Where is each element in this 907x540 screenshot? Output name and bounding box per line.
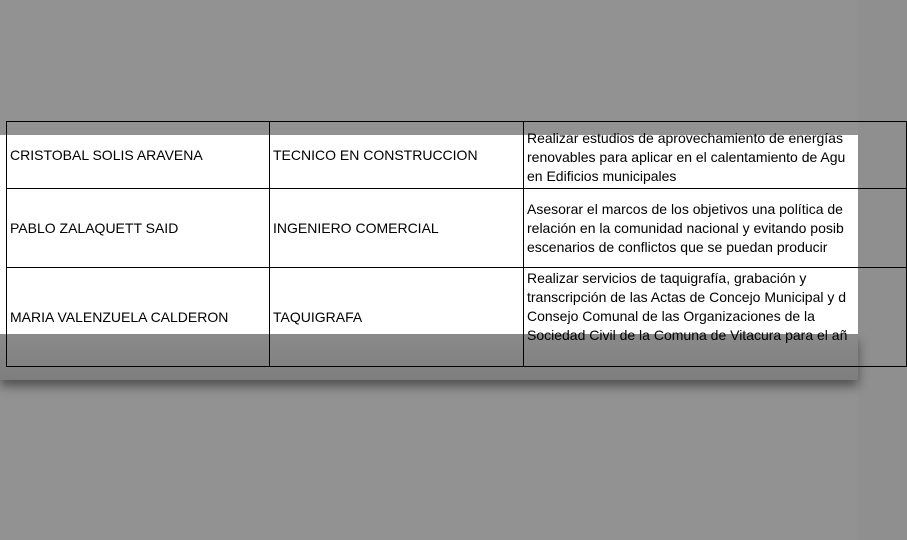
task-line: Realizar servicios de taquigrafía, grabación y	[527, 270, 807, 286]
task-line: transcripción de las Actas de Concejo Municipal y d	[527, 289, 847, 305]
document-page	[0, 130, 858, 343]
title-cell: TAQUIGRAFA	[270, 268, 524, 367]
task-line: Sociedad Civil de la Comuna de Vitacura para el añ	[527, 327, 848, 343]
name-cell: CRISTOBAL SOLIS ARAVENA	[7, 122, 270, 189]
table-row	[7, 122, 907, 189]
title-cell: TECNICO EN CONSTRUCCION	[270, 122, 524, 189]
task-line: Asesorar el marcos de los objetivos una política de	[527, 200, 843, 217]
task-line: renovables para aplicar en el calentamiento de Agu	[527, 149, 846, 165]
staff-table	[6, 121, 907, 367]
task-cell	[524, 189, 907, 268]
name-cell: MARIA VALENZUELA CALDERON	[7, 268, 270, 367]
table-row	[7, 268, 907, 367]
table-row	[7, 189, 907, 268]
task-line: escenarios de conflictos que se puedan producir	[527, 238, 828, 255]
name-cell: PABLO ZALAQUETT SAID	[7, 189, 270, 268]
task-line: Realizar estudios de aprovechamiento de energías	[527, 130, 843, 146]
task-line: en Edificios municipales	[527, 168, 677, 184]
task-cell	[524, 268, 907, 367]
title-cell: INGENIERO COMERCIAL	[270, 189, 524, 268]
task-line: relación en la comunidad nacional y evitando posib	[527, 219, 844, 236]
task-line: Consejo Comunal de las Organizaciones de la	[527, 308, 815, 324]
task-cell	[524, 122, 907, 189]
